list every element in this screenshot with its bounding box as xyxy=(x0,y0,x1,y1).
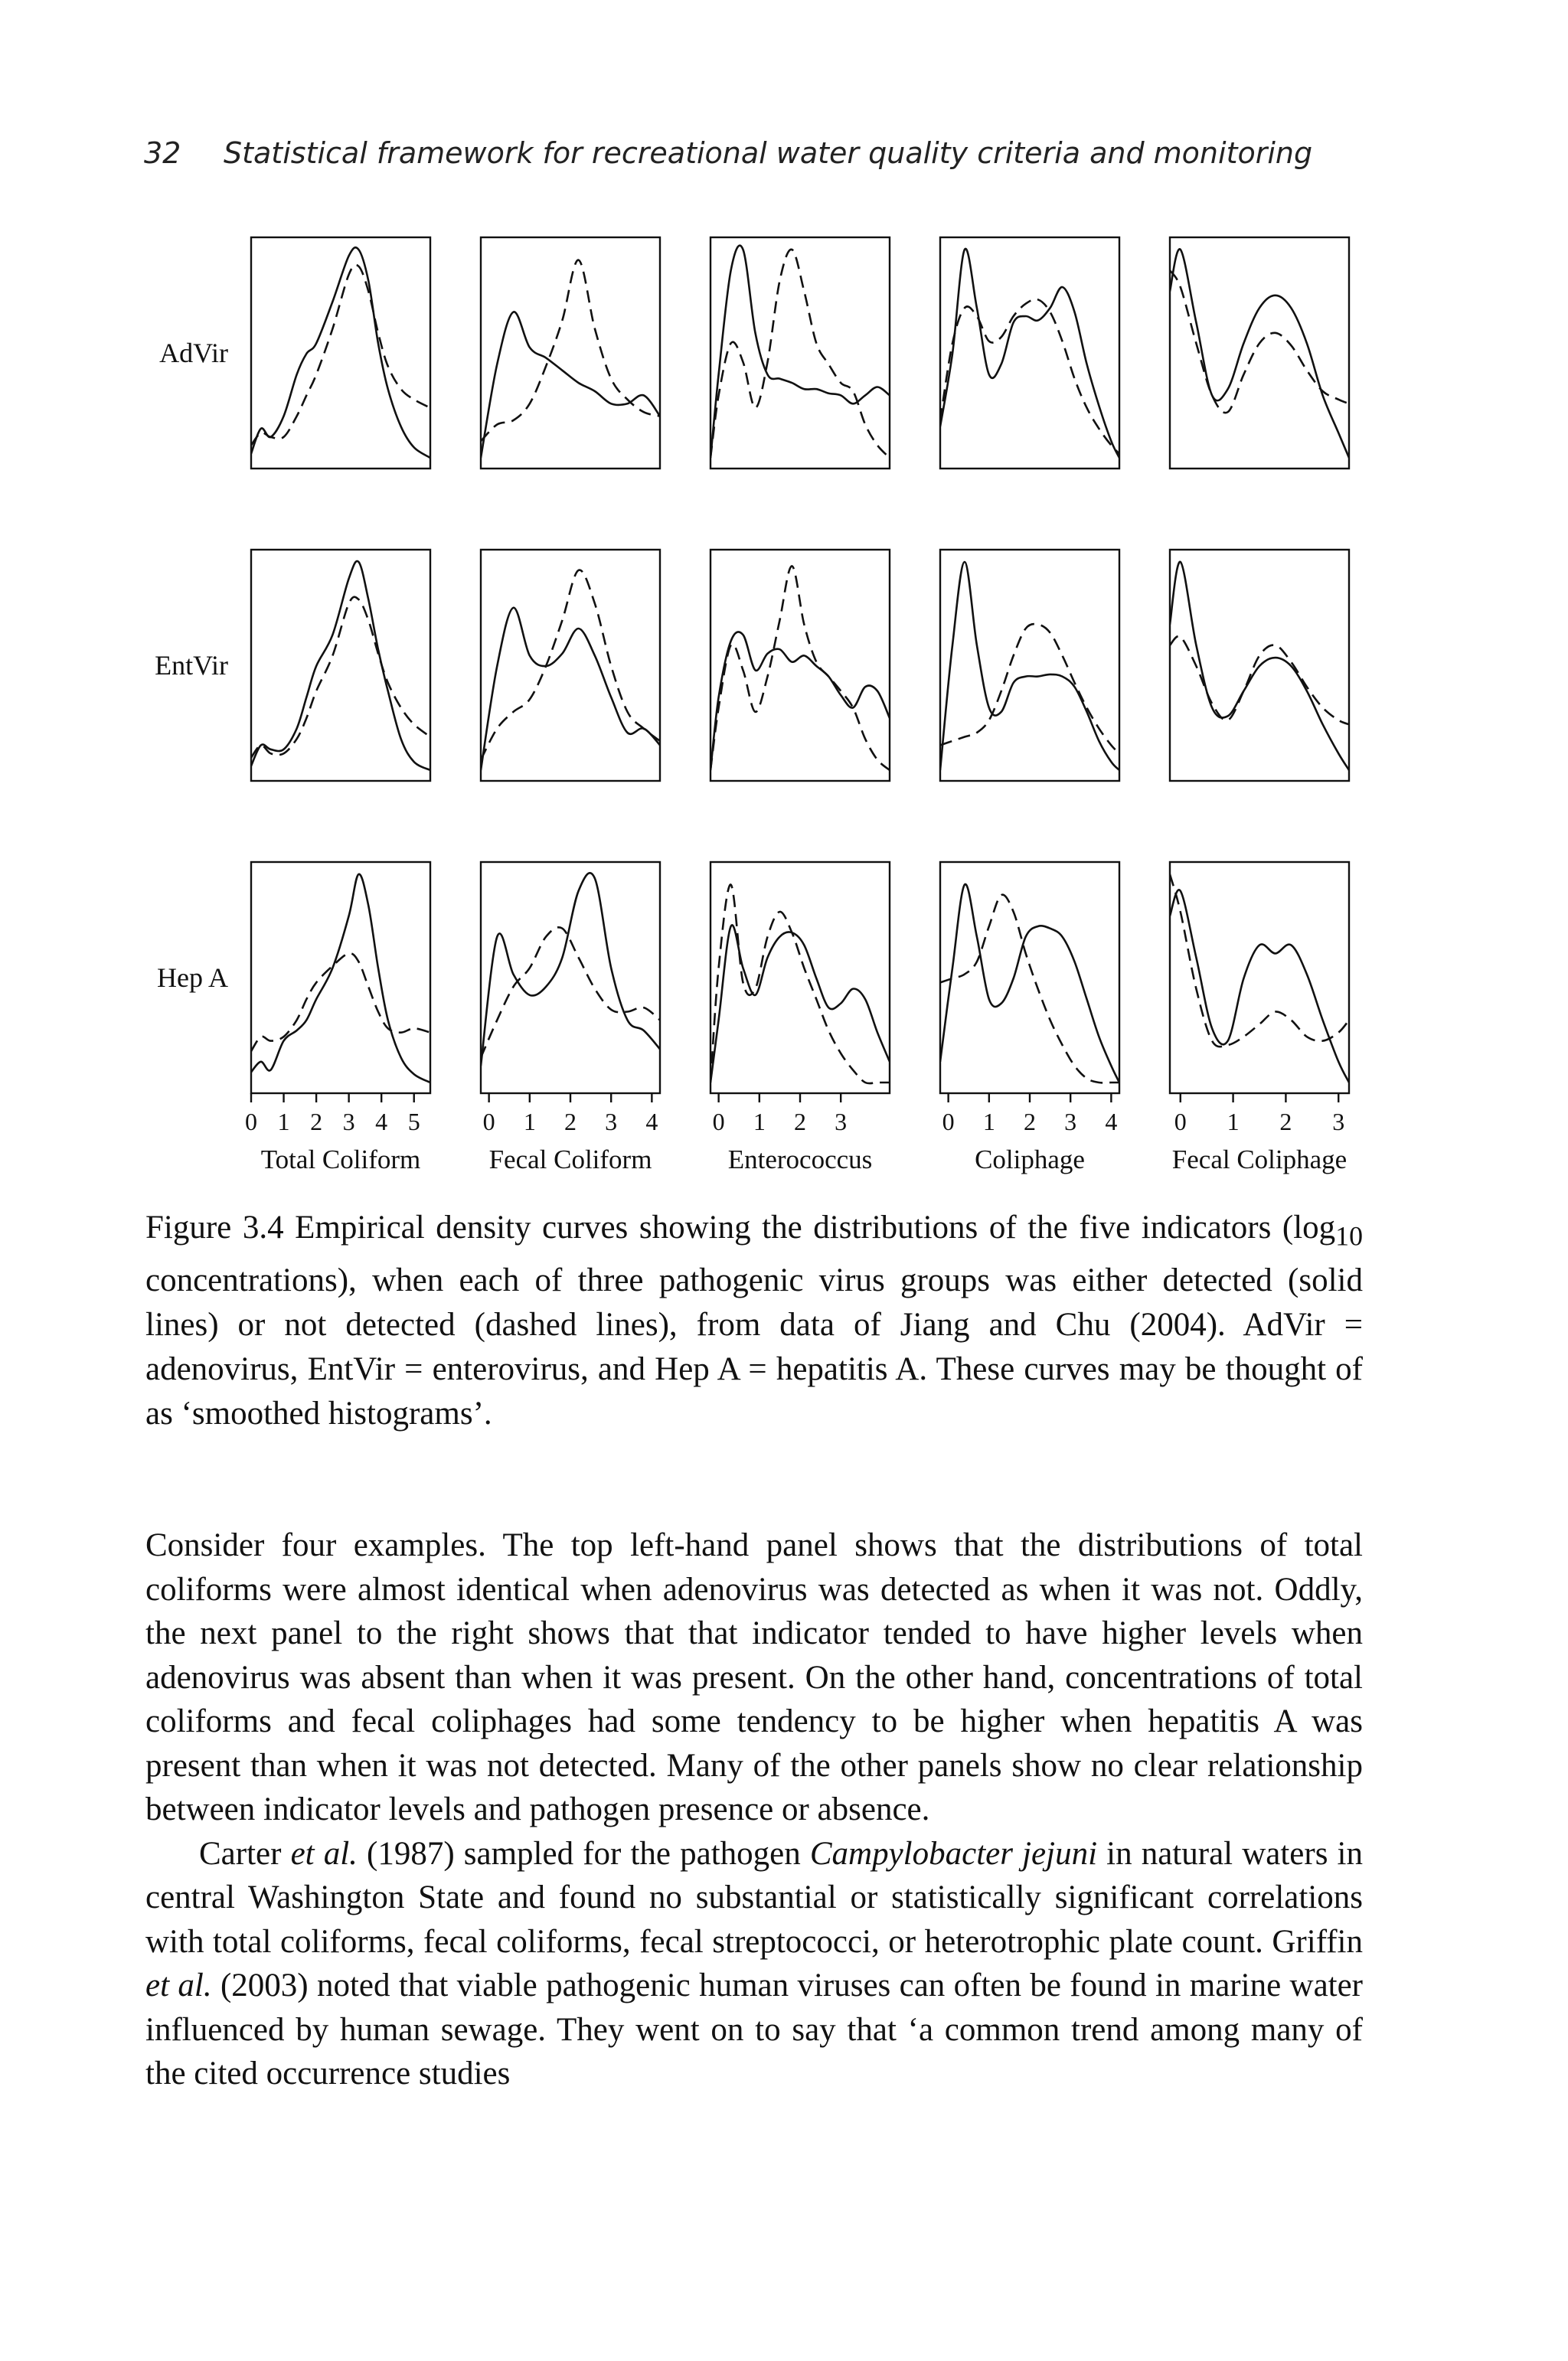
tick-label-2-3: 3 xyxy=(835,1108,848,1135)
panel-frame-1-1 xyxy=(481,550,660,781)
tick-label-0-1: 1 xyxy=(277,1108,290,1135)
tick-label-2-0: 0 xyxy=(712,1108,725,1135)
tick-label-1-3: 3 xyxy=(605,1108,618,1135)
tick-label-0-4: 4 xyxy=(375,1108,388,1135)
caption-text-b: concentrations), when each of three pathogenic virus groups was either detected (solid lines) or not detected (dashed lines), from data of Jiang and Chu (2004). AdVir = adenovirus, EntVir = enterovirus, and Hep A = hepatitis A. These curves may be thought of as ‘smoothed histograms’. xyxy=(145,1262,1363,1432)
panel-frame-0-4 xyxy=(1170,237,1349,469)
caption-text-a: Figure 3.4 Empirical density curves showing the distributions of the five indicators (log xyxy=(145,1210,1336,1246)
dashed-curve-2-3 xyxy=(940,895,1119,1083)
solid-curve-2-3 xyxy=(940,884,1119,1083)
page-number: 32 xyxy=(144,136,181,170)
tick-label-3-0: 0 xyxy=(942,1108,955,1135)
solid-curve-1-1 xyxy=(481,608,660,770)
dashed-curve-1-1 xyxy=(481,570,660,760)
dashed-curve-0-3 xyxy=(940,299,1119,454)
tick-label-2-1: 1 xyxy=(753,1108,766,1135)
figure-caption xyxy=(145,1206,1363,1436)
p2-text-a: Carter xyxy=(199,1835,291,1872)
density-curves-figure xyxy=(0,214,1568,1194)
p2-italic-3: et al. xyxy=(145,1967,212,2003)
p2-italic-2: Campylobacter jejuni xyxy=(809,1835,1098,1872)
tick-label-4-0: 0 xyxy=(1174,1108,1187,1135)
tick-label-3-2: 2 xyxy=(1024,1108,1036,1135)
tick-label-1-0: 0 xyxy=(482,1108,495,1135)
p2-text-d: (2003) noted that viable pathogenic human viruses can often be found in marine water influenced by human sewage. They went on to say that ‘a common trend among many of the cited occurrence studies xyxy=(145,1967,1364,2092)
row-label-2: Hep A xyxy=(157,962,228,993)
paragraph-2 xyxy=(145,1832,1363,2096)
solid-curve-2-4 xyxy=(1170,890,1349,1083)
running-header xyxy=(144,136,1384,170)
tick-label-0-0: 0 xyxy=(245,1108,257,1135)
tick-label-3-1: 1 xyxy=(982,1108,995,1135)
tick-label-0-2: 2 xyxy=(310,1108,323,1135)
p2-italic-1: et al. xyxy=(290,1835,358,1872)
solid-curve-0-3 xyxy=(940,249,1119,458)
solid-curve-2-2 xyxy=(710,925,890,1083)
axis-label-3: Coliphage xyxy=(975,1145,1085,1174)
panel-frame-2-3 xyxy=(940,862,1119,1093)
axis-label-0: Total Coliform xyxy=(260,1145,421,1174)
running-title: Statistical framework for recreational water quality criteria and monitoring xyxy=(224,136,1313,170)
dashed-curve-2-0 xyxy=(251,953,430,1051)
tick-label-3-4: 4 xyxy=(1105,1108,1118,1135)
row-label-1: EntVir xyxy=(155,650,228,681)
dashed-curve-1-3 xyxy=(940,624,1119,753)
row-label-0: AdVir xyxy=(159,338,228,368)
panel-frame-1-3 xyxy=(940,550,1119,781)
panel-frame-0-1 xyxy=(481,237,660,469)
panel-frame-1-2 xyxy=(710,550,890,781)
panel-frame-0-2 xyxy=(710,237,890,469)
tick-label-4-2: 2 xyxy=(1279,1108,1292,1135)
tick-label-2-2: 2 xyxy=(794,1108,806,1135)
solid-curve-2-1 xyxy=(481,873,660,1066)
body-text xyxy=(145,1523,1363,2096)
tick-label-1-2: 2 xyxy=(564,1108,577,1135)
dashed-curve-2-1 xyxy=(481,927,660,1057)
tick-label-0-5: 5 xyxy=(407,1108,420,1135)
tick-label-1-4: 4 xyxy=(645,1108,658,1135)
panel-frame-2-4 xyxy=(1170,862,1349,1093)
axis-label-1: Fecal Coliform xyxy=(488,1145,652,1174)
dashed-curve-1-0 xyxy=(251,597,430,758)
dashed-curve-2-2 xyxy=(710,884,890,1083)
tick-label-0-3: 3 xyxy=(342,1108,355,1135)
panel-frame-2-1 xyxy=(481,862,660,1093)
p2-text-c: in natural waters in central Washington State and found no substantial or statistically significant correlations with total coliforms, fecal coliforms, fecal streptococci, or heterotrophic plate count. Griffin xyxy=(145,1835,1364,1960)
axis-label-4: Fecal Coliphage xyxy=(1171,1145,1348,1174)
tick-label-4-3: 3 xyxy=(1332,1108,1345,1135)
dashed-curve-1-2 xyxy=(710,566,890,770)
tick-label-1-1: 1 xyxy=(523,1108,536,1135)
panel-frame-2-2 xyxy=(710,862,890,1093)
solid-curve-1-3 xyxy=(940,562,1119,770)
tick-label-3-3: 3 xyxy=(1064,1108,1077,1135)
dashed-curve-0-2 xyxy=(710,250,890,458)
solid-curve-2-0 xyxy=(251,874,430,1083)
dashed-curve-0-0 xyxy=(251,265,430,446)
panel-frame-0-3 xyxy=(940,237,1119,469)
dashed-curve-0-1 xyxy=(481,260,660,442)
caption-subscript: 10 xyxy=(1335,1220,1363,1252)
solid-curve-1-0 xyxy=(251,561,430,770)
axis-label-2: Enterococcus xyxy=(727,1145,873,1174)
paragraph-1: Consider four examples. The top left-hand panel shows that the distributions of total coliforms were almost identical when adenovirus was detected as when it was not. Oddly, the next panel to the right shows that that indicator tended to have higher levels when adenovirus was absent than when it was present. On the other hand, concentrations of total coliforms and fecal coliphages had some tendency to be higher when hepatitis A was present than when it was not detected. Many of the other panels show no clear relationship between indicator levels and pathogen presence or absence. xyxy=(145,1527,1363,1827)
solid-curve-0-0 xyxy=(251,247,430,458)
solid-curve-0-1 xyxy=(481,312,660,458)
tick-label-4-1: 1 xyxy=(1227,1108,1240,1135)
panel-frame-2-0 xyxy=(251,862,430,1093)
solid-curve-0-4 xyxy=(1170,249,1349,458)
p2-text-b: (1987) sampled for the pathogen xyxy=(357,1835,810,1872)
